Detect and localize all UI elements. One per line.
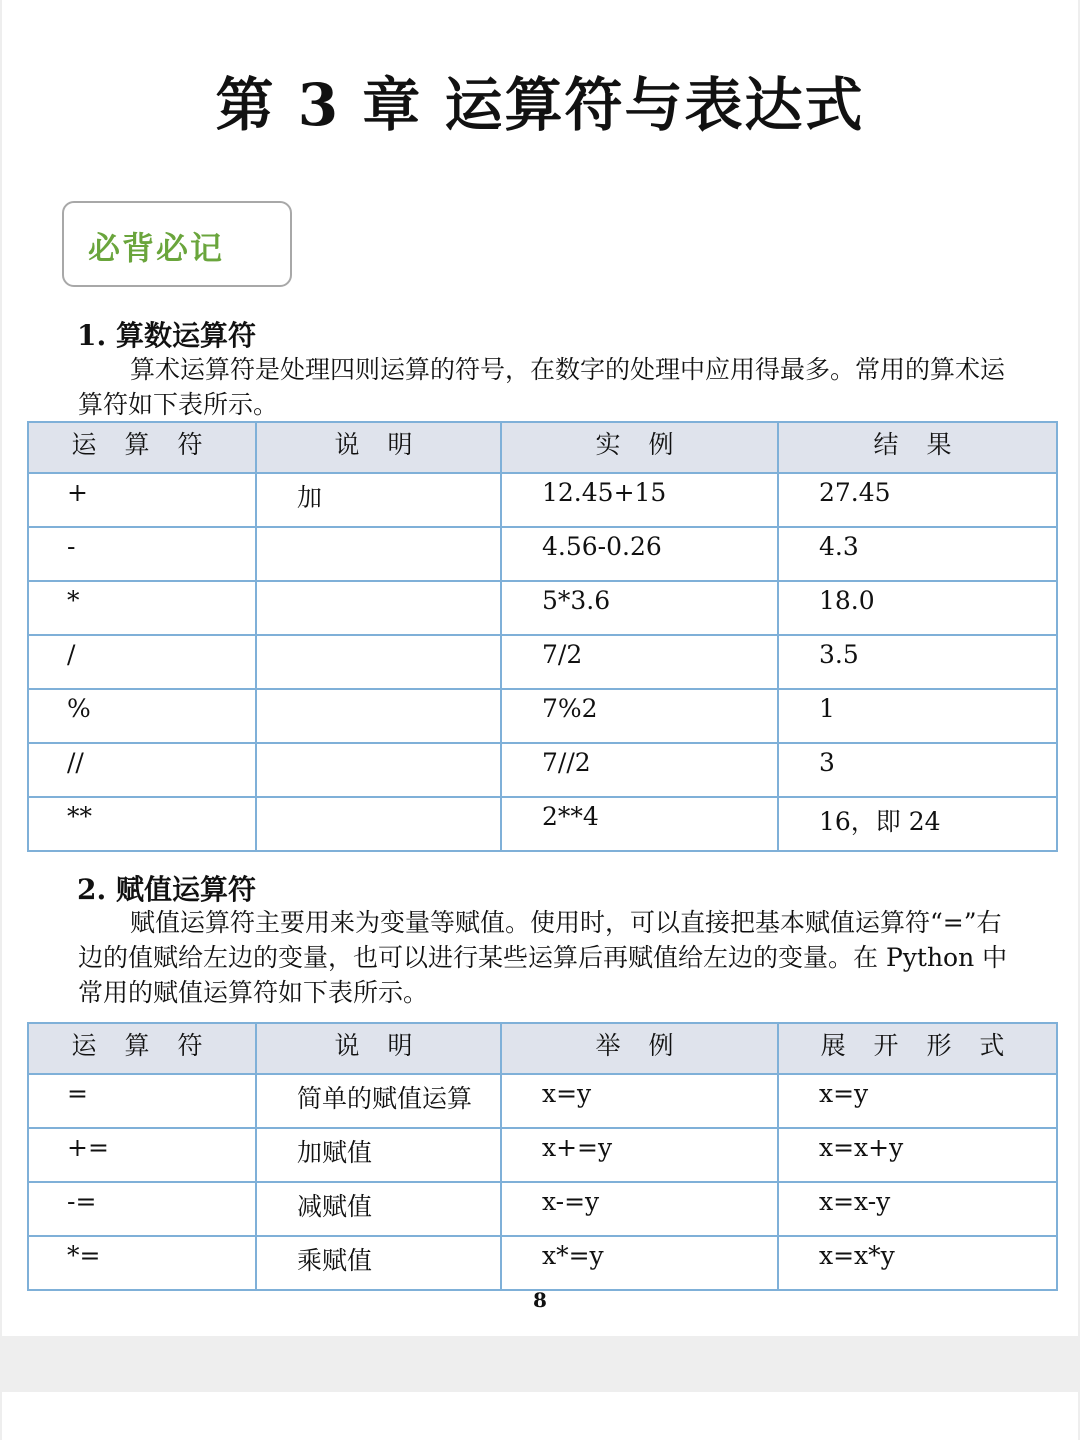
document-page [2, 0, 1078, 1336]
table-row [28, 581, 1057, 635]
table-cell: x=x*y [778, 1236, 1057, 1290]
table-cell: 乘赋值 [256, 1236, 501, 1290]
paragraph-assignment: 赋值运算符主要用来为变量等赋值。使用时，可以直接把基本赋值运算符“=”右边的值赋给左边的变量，也可以进行某些运算后再赋值给左边的变量。在 Python 中常用的赋值运算符如下表所示。 [78, 908, 1008, 1007]
header-cell: 运 算 符 [28, 422, 256, 473]
table-cell [256, 743, 501, 797]
table-cell: x*=y [501, 1236, 778, 1290]
table-cell: x=x-y [778, 1182, 1057, 1236]
table-cell: x=y [501, 1074, 778, 1128]
table-cell: 2**4 [501, 797, 778, 851]
table-row [28, 743, 1057, 797]
table-cell: x=x+y [778, 1128, 1057, 1182]
table-cell [256, 635, 501, 689]
table-cell: 12.45+15 [501, 473, 778, 527]
table-cell: 4.3 [778, 527, 1057, 581]
table-cell: 7/2 [501, 635, 778, 689]
memo-box [62, 201, 292, 287]
table-header-row [28, 1023, 1057, 1074]
header-cell: 举 例 [501, 1023, 778, 1074]
page-number: 8 [533, 1288, 547, 1312]
section-heading-assignment: 2. 赋值运算符 [77, 873, 256, 906]
table-cell: + [28, 473, 256, 527]
table-row [28, 1236, 1057, 1290]
table-cell [256, 527, 501, 581]
table-row [28, 689, 1057, 743]
table-cell: 加 [256, 473, 501, 527]
table-cell: 18.0 [778, 581, 1057, 635]
table-cell: 16，即 24 [778, 797, 1057, 851]
table-row [28, 1074, 1057, 1128]
table-cell: * [28, 581, 256, 635]
table-cell: 4.56-0.26 [501, 527, 778, 581]
table-cell: x+=y [501, 1128, 778, 1182]
assignment-operators-table [27, 1022, 1058, 1291]
table-row [28, 473, 1057, 527]
table-cell: % [28, 689, 256, 743]
table-cell: 27.45 [778, 473, 1057, 527]
table-cell: 5*3.6 [501, 581, 778, 635]
table-cell: - [28, 527, 256, 581]
table-cell: 减赋值 [256, 1182, 501, 1236]
table-cell: 简单的赋值运算 [256, 1074, 501, 1128]
table-row [28, 797, 1057, 851]
table-cell [256, 689, 501, 743]
section-heading-arithmetic: 1. 算数运算符 [77, 319, 256, 352]
table-cell: 3.5 [778, 635, 1057, 689]
table-cell [256, 797, 501, 851]
table-cell: x=y [778, 1074, 1057, 1128]
table-cell: -= [28, 1182, 256, 1236]
table-cell: 加赋值 [256, 1128, 501, 1182]
chapter-title: 第 3 章 运算符与表达式 [215, 71, 865, 139]
table-cell: 7%2 [501, 689, 778, 743]
header-cell: 实 例 [501, 422, 778, 473]
table-header-row [28, 422, 1057, 473]
table-cell: *= [28, 1236, 256, 1290]
header-cell: 说 明 [256, 422, 501, 473]
table-row [28, 1128, 1057, 1182]
header-cell: 说 明 [256, 1023, 501, 1074]
table-cell: / [28, 635, 256, 689]
table-row [28, 527, 1057, 581]
table-cell: += [28, 1128, 256, 1182]
table-cell: // [28, 743, 256, 797]
table-cell: 1 [778, 689, 1057, 743]
next-page-edge [2, 1392, 1078, 1440]
table-cell [256, 581, 501, 635]
paragraph-arithmetic: 算术运算符是处理四则运算的符号，在数字的处理中应用得最多。常用的算术运算符如下表所示。 [78, 355, 1006, 419]
table-cell: 3 [778, 743, 1057, 797]
header-cell: 运 算 符 [28, 1023, 256, 1074]
memo-label: 必背必记 [88, 229, 225, 267]
table-row [28, 635, 1057, 689]
table-row [28, 1182, 1057, 1236]
table-cell: x-=y [501, 1182, 778, 1236]
header-cell: 结 果 [778, 422, 1057, 473]
table-cell: 7//2 [501, 743, 778, 797]
table-cell: = [28, 1074, 256, 1128]
arithmetic-operators-table [27, 421, 1058, 852]
table-cell: ** [28, 797, 256, 851]
header-cell: 展 开 形 式 [778, 1023, 1057, 1074]
